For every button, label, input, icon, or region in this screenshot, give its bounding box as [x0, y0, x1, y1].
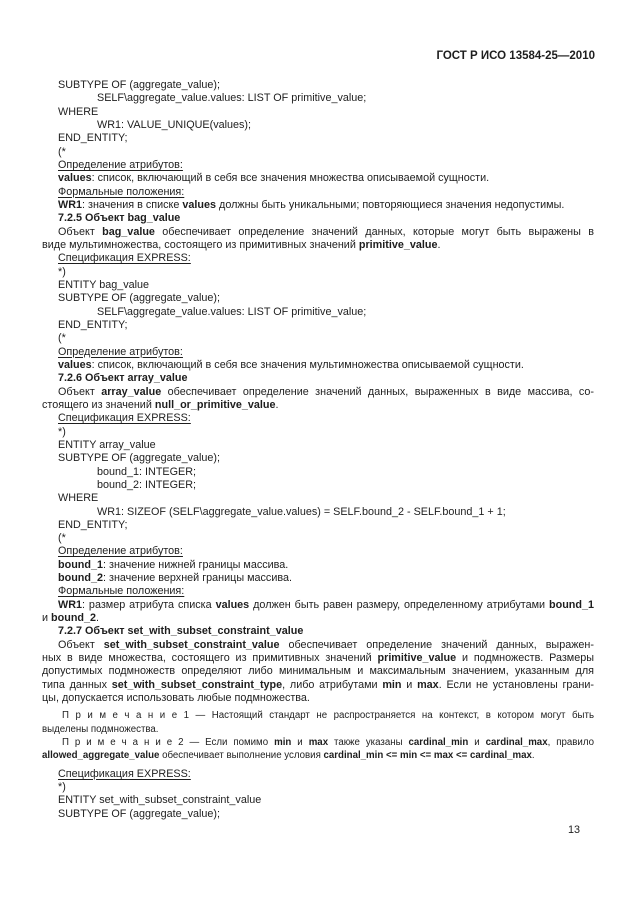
- underlined-heading: [42, 585, 594, 598]
- express-code-line: [42, 808, 594, 821]
- text-segment: min: [274, 737, 292, 749]
- express-code-line: [42, 266, 594, 279]
- body-text-line: [42, 665, 594, 678]
- express-code-line: [42, 439, 594, 452]
- express-code-line: [42, 452, 594, 465]
- body-text-line: [42, 639, 594, 652]
- document-body: [42, 79, 594, 821]
- express-code-line: [42, 519, 594, 532]
- text-segment: стоящего из значений: [42, 398, 155, 411]
- text-segment: ENTITY bag_value: [58, 278, 150, 291]
- text-segment: и: [291, 737, 309, 749]
- express-code-line: [42, 426, 594, 439]
- body-text-line: [42, 386, 594, 399]
- express-code-line: [42, 79, 594, 92]
- text-segment: Спецификация EXPRESS:: [58, 767, 191, 780]
- section-heading: [42, 372, 594, 385]
- text-segment: SUBTYPE OF (aggregate_value);: [58, 79, 221, 91]
- text-segment: bound_2: [58, 572, 103, 585]
- text-segment: END_ENTITY;: [58, 318, 128, 331]
- text-segment: Спецификация EXPRESS:: [58, 252, 191, 265]
- text-segment: (*: [58, 532, 66, 545]
- text-segment: values: [58, 172, 92, 185]
- express-code-line: [42, 306, 594, 319]
- text-segment: 7.2.5 Объект bag_value: [58, 212, 181, 225]
- section-heading: [42, 625, 594, 638]
- text-segment: обеспечивает определение значений данных, которые могут быть выражены в: [154, 225, 594, 238]
- body-text-line: [42, 226, 594, 239]
- text-segment: END_ENTITY;: [58, 518, 128, 531]
- text-segment: выделены подмножества.: [42, 723, 159, 735]
- text-segment: 7.2.6 Объект array_value: [58, 372, 188, 385]
- underlined-heading: [42, 545, 594, 558]
- text-segment: null_or_primitive_value: [154, 398, 276, 411]
- text-segment: Определение атрибутов:: [58, 345, 183, 358]
- text-segment: cardinal_max: [485, 737, 548, 749]
- text-segment: Формальные положения:: [58, 585, 185, 598]
- text-segment: Спецификация EXPRESS:: [58, 412, 191, 425]
- text-segment: SUBTYPE OF (aggregate_value);: [58, 807, 221, 820]
- text-segment: и: [42, 612, 52, 625]
- text-segment: 7.2.7 Объект set_with_subset_constraint_value: [58, 625, 304, 638]
- body-text-line: [42, 692, 594, 705]
- express-code-line: [42, 781, 594, 794]
- text-segment: set_with_subset_constraint_type: [111, 678, 283, 691]
- text-segment: max: [308, 737, 329, 749]
- text-segment: values: [58, 358, 92, 371]
- text-segment: .: [531, 750, 535, 762]
- note-line: [42, 723, 594, 736]
- text-segment: bound_2: INTEGER;: [97, 478, 197, 491]
- text-segment: *): [58, 781, 66, 794]
- text-segment: : значение верхней границы массива.: [103, 572, 292, 585]
- text-segment: values: [182, 198, 217, 211]
- text-segment: WHERE: [58, 105, 99, 118]
- text-segment: Определение атрибутов:: [58, 158, 183, 171]
- text-segment: также указаны: [328, 737, 409, 749]
- text-segment: END_ENTITY;: [58, 132, 128, 145]
- section-heading: [42, 212, 594, 225]
- text-segment: *): [58, 425, 66, 438]
- text-segment: SELF\aggregate_value.values: LIST OF primitive_value;: [97, 305, 367, 318]
- express-code-line: [42, 92, 594, 105]
- express-code-line: [42, 119, 594, 132]
- text-segment: П р и м е ч а н и е 1 — Настоящий стандарт не распространяется на контекст, в котором могут быть: [62, 710, 594, 722]
- text-segment: типа данных: [42, 678, 112, 691]
- text-segment: min: [382, 678, 402, 691]
- body-text-line: [42, 239, 594, 252]
- text-segment: : список, включающий в себя все значения множества описываемой сущности.: [91, 172, 490, 185]
- text-segment: : значение нижней границы массива.: [103, 558, 289, 571]
- text-segment: SUBTYPE OF (aggregate_value);: [58, 292, 221, 305]
- page-number: 13: [567, 824, 580, 836]
- text-segment: max: [417, 678, 439, 691]
- text-segment: bound_1: [549, 598, 594, 611]
- express-code-line: [42, 146, 594, 159]
- text-segment: : значения в списке: [82, 198, 183, 211]
- text-segment: виде мультимножества, состоящего из примитивных значений: [42, 238, 359, 251]
- text-segment: cardinal_min <= min <= max <= cardinal_max: [323, 750, 532, 762]
- express-code-line: [42, 492, 594, 505]
- text-segment: , либо атрибутами: [282, 678, 383, 691]
- text-segment: allowed_aggregate_value: [42, 750, 160, 762]
- text-segment: : размер атрибута списка: [82, 598, 216, 611]
- text-segment: ENTITY array_value: [58, 438, 156, 451]
- text-segment: ENTITY set_with_subset_constraint_value: [58, 794, 262, 807]
- text-segment: и: [401, 678, 418, 691]
- text-segment: и подмножеств. Размеры: [456, 652, 594, 665]
- body-text-line: [42, 172, 594, 185]
- text-segment: .: [96, 612, 100, 625]
- document-header: ГОСТ Р ИСО 13584-25—2010: [436, 50, 595, 62]
- body-text-line: [42, 599, 594, 612]
- text-segment: bag_value: [102, 225, 155, 238]
- text-segment: .: [275, 398, 279, 411]
- express-code-line: [42, 319, 594, 332]
- text-segment: set_with_subset_constraint_value: [103, 638, 280, 651]
- text-segment: Объект: [58, 385, 102, 398]
- body-text-line: [42, 359, 594, 372]
- express-code-line: [42, 132, 594, 145]
- text-segment: bound_1: INTEGER;: [97, 465, 197, 478]
- express-code-line: [42, 332, 594, 345]
- body-text-line: [42, 559, 594, 572]
- express-code-line: [42, 479, 594, 492]
- text-segment: cardinal_min: [408, 737, 469, 749]
- underlined-heading: [42, 768, 594, 781]
- underlined-heading: [42, 252, 594, 265]
- text-segment: bound_1: [58, 558, 103, 571]
- text-segment: обеспечивает выполнение условия: [159, 750, 324, 762]
- text-segment: (*: [58, 332, 66, 345]
- text-segment: : список, включающий в себя все значения мультимножества описываемой сущности.: [91, 358, 524, 371]
- express-code-line: [42, 279, 594, 292]
- text-segment: обеспечивает определение значений данных, выраженных в виде массива, со-: [161, 385, 594, 398]
- text-segment: , правило: [547, 737, 594, 749]
- express-code-line: [42, 106, 594, 119]
- text-segment: WR1: SIZEOF (SELF\aggregate_value.values) = SELF.bound_2 - SELF.bound_1 + 1;: [97, 505, 506, 518]
- text-segment: WHERE: [58, 492, 99, 505]
- text-segment: Объект: [58, 638, 104, 651]
- note-line: [42, 736, 594, 749]
- text-segment: WR1: [58, 598, 82, 611]
- text-segment: Формальные положения:: [58, 185, 185, 198]
- text-segment: bound_2: [51, 612, 97, 625]
- note-line: [42, 709, 594, 722]
- text-segment: ных в виде множества, состоящего из примитивных значений: [42, 652, 378, 665]
- express-code-line: [42, 292, 594, 305]
- text-segment: primitive_value: [358, 238, 438, 251]
- text-segment: обеспечивает определение значений данных, выражен-: [279, 638, 594, 651]
- underlined-heading: [42, 186, 594, 199]
- express-code-line: [42, 532, 594, 545]
- text-segment: WR1: VALUE_UNIQUE(values);: [97, 118, 251, 131]
- text-segment: primitive_value: [377, 652, 457, 665]
- text-segment: .: [437, 238, 441, 251]
- text-segment: Объект: [58, 225, 103, 238]
- text-segment: SUBTYPE OF (aggregate_value);: [58, 452, 221, 465]
- express-code-line: [42, 506, 594, 519]
- text-segment: values: [215, 598, 250, 611]
- text-segment: WR1: [58, 198, 82, 211]
- text-segment: *): [58, 265, 66, 278]
- text-segment: Определение атрибутов:: [58, 545, 183, 558]
- underlined-heading: [42, 346, 594, 359]
- underlined-heading: [42, 412, 594, 425]
- text-segment: цы, допускается использовать любые подмножества.: [42, 692, 310, 705]
- text-segment: (*: [58, 145, 66, 158]
- text-segment: П р и м е ч а н и е 2 — Если помимо: [62, 737, 275, 749]
- body-text-line: [42, 612, 594, 625]
- text-segment: . Если не установлены грани-: [438, 678, 594, 691]
- text-segment: должны быть уникальными; повторяющиеся значения недопустимы.: [216, 198, 565, 211]
- underlined-heading: [42, 159, 594, 172]
- express-code-line: [42, 466, 594, 479]
- body-text-line: [42, 199, 594, 212]
- text-segment: array_value: [101, 385, 162, 398]
- text-segment: SELF\aggregate_value.values: LIST OF primitive_value;: [97, 92, 367, 105]
- text-segment: должен быть равен размеру, определенному атрибутами: [249, 598, 549, 611]
- text-segment: и: [468, 737, 486, 749]
- note-line: [42, 749, 594, 762]
- body-text-line: [42, 572, 594, 585]
- express-code-line: [42, 794, 594, 807]
- body-text-line: [42, 679, 594, 692]
- body-text-line: [42, 399, 594, 412]
- text-segment: допустимых подмножеств определяют либо минимальным и максимальным значением, указанным для: [42, 665, 594, 678]
- body-text-line: [42, 652, 594, 665]
